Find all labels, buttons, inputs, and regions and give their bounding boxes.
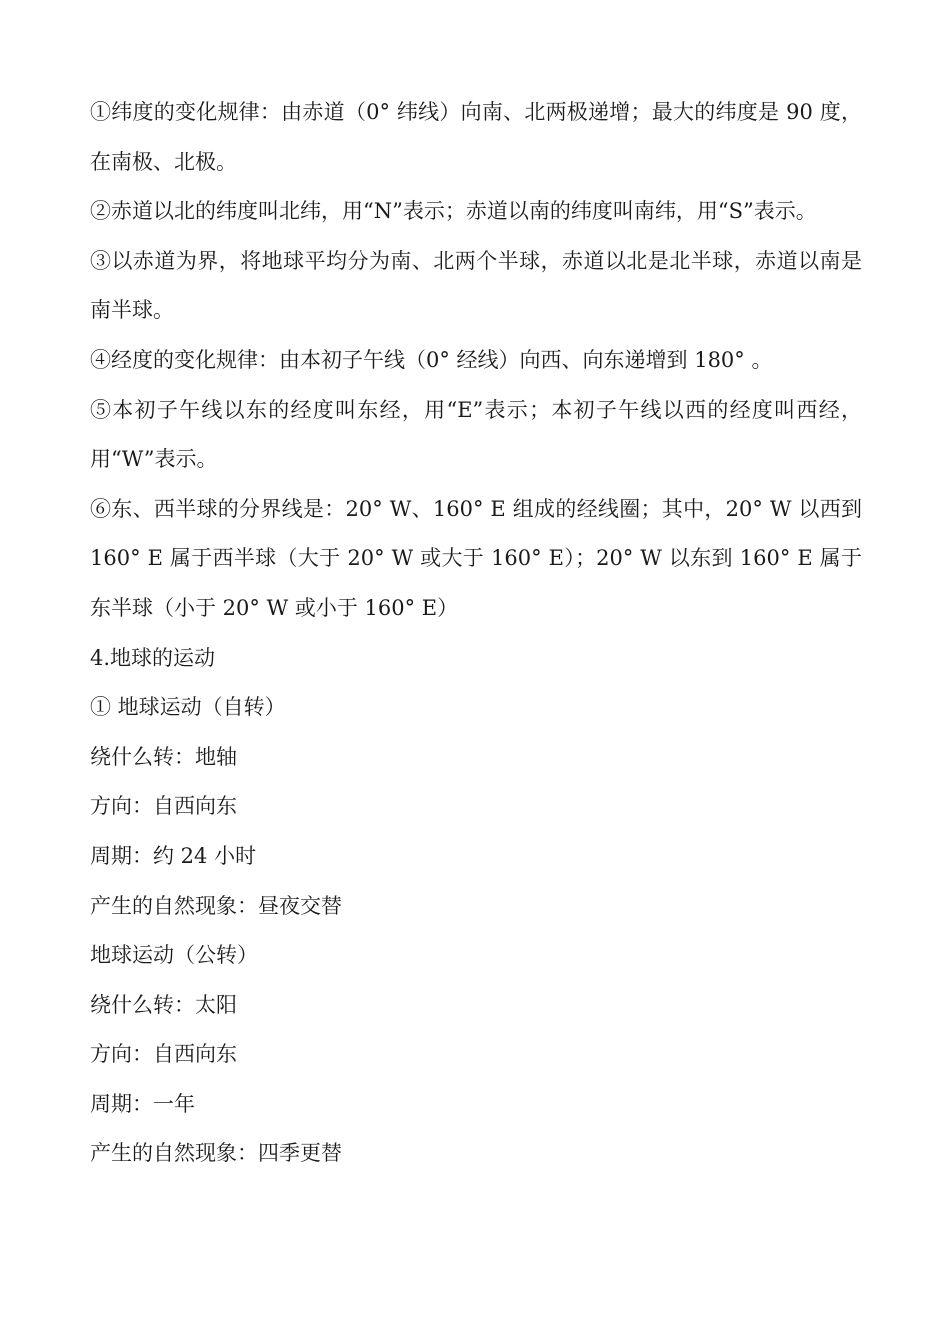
revolution-phenomenon: 产生的自然现象：四季更替 xyxy=(90,1141,342,1166)
paragraph-east-west-hemispheres: ⑥东、西半球的分界线是：20° W、160° E 组成的经线圈；其中，20° W 以西到 160° E 属于西半球（大于 20° W 或大于 160° E）；20° W 以东到 160° E 属于东半球（小于 20° W 或小于 160° E） xyxy=(90,496,862,620)
document-page xyxy=(90,88,862,1179)
section-heading-earth-motion: 4.地球的运动 xyxy=(90,645,216,670)
paragraph-longitude-rule: ④经度的变化规律：由本初子午线（0° 经线）向西、向东递增到 180° 。 xyxy=(90,347,773,372)
subheading-rotation: ① 地球运动（自转） xyxy=(90,695,286,720)
revolution-center: 绕什么转：太阳 xyxy=(90,992,237,1017)
paragraph-latitude-rule: ①纬度的变化规律：由赤道（0° 纬线）向南、北两极递增；最大的纬度是 90 度，在南极、北极。 xyxy=(90,100,862,174)
revolution-period: 周期：一年 xyxy=(90,1091,195,1116)
subheading-revolution: 地球运动（公转） xyxy=(90,943,258,968)
paragraph-north-south-latitude: ②赤道以北的纬度叫北纬，用“N”表示；赤道以南的纬度叫南纬，用“S”表示。 xyxy=(90,199,817,224)
rotation-period: 周期：约 24 小时 xyxy=(90,843,257,868)
paragraph-east-west-longitude: ⑤本初子午线以东的经度叫东经，用“E”表示；本初子午线以西的经度叫西经，用“W”表示。 xyxy=(90,397,862,472)
paragraph-hemispheres-equator: ③以赤道为界，将地球平均分为南、北两个半球，赤道以北是北半球，赤道以南是南半球。 xyxy=(90,248,862,323)
revolution-direction: 方向：自西向东 xyxy=(90,1042,237,1067)
rotation-axis: 绕什么转：地轴 xyxy=(90,744,237,769)
rotation-direction: 方向：自西向东 xyxy=(90,794,237,819)
rotation-phenomenon: 产生的自然现象：昼夜交替 xyxy=(90,893,342,918)
